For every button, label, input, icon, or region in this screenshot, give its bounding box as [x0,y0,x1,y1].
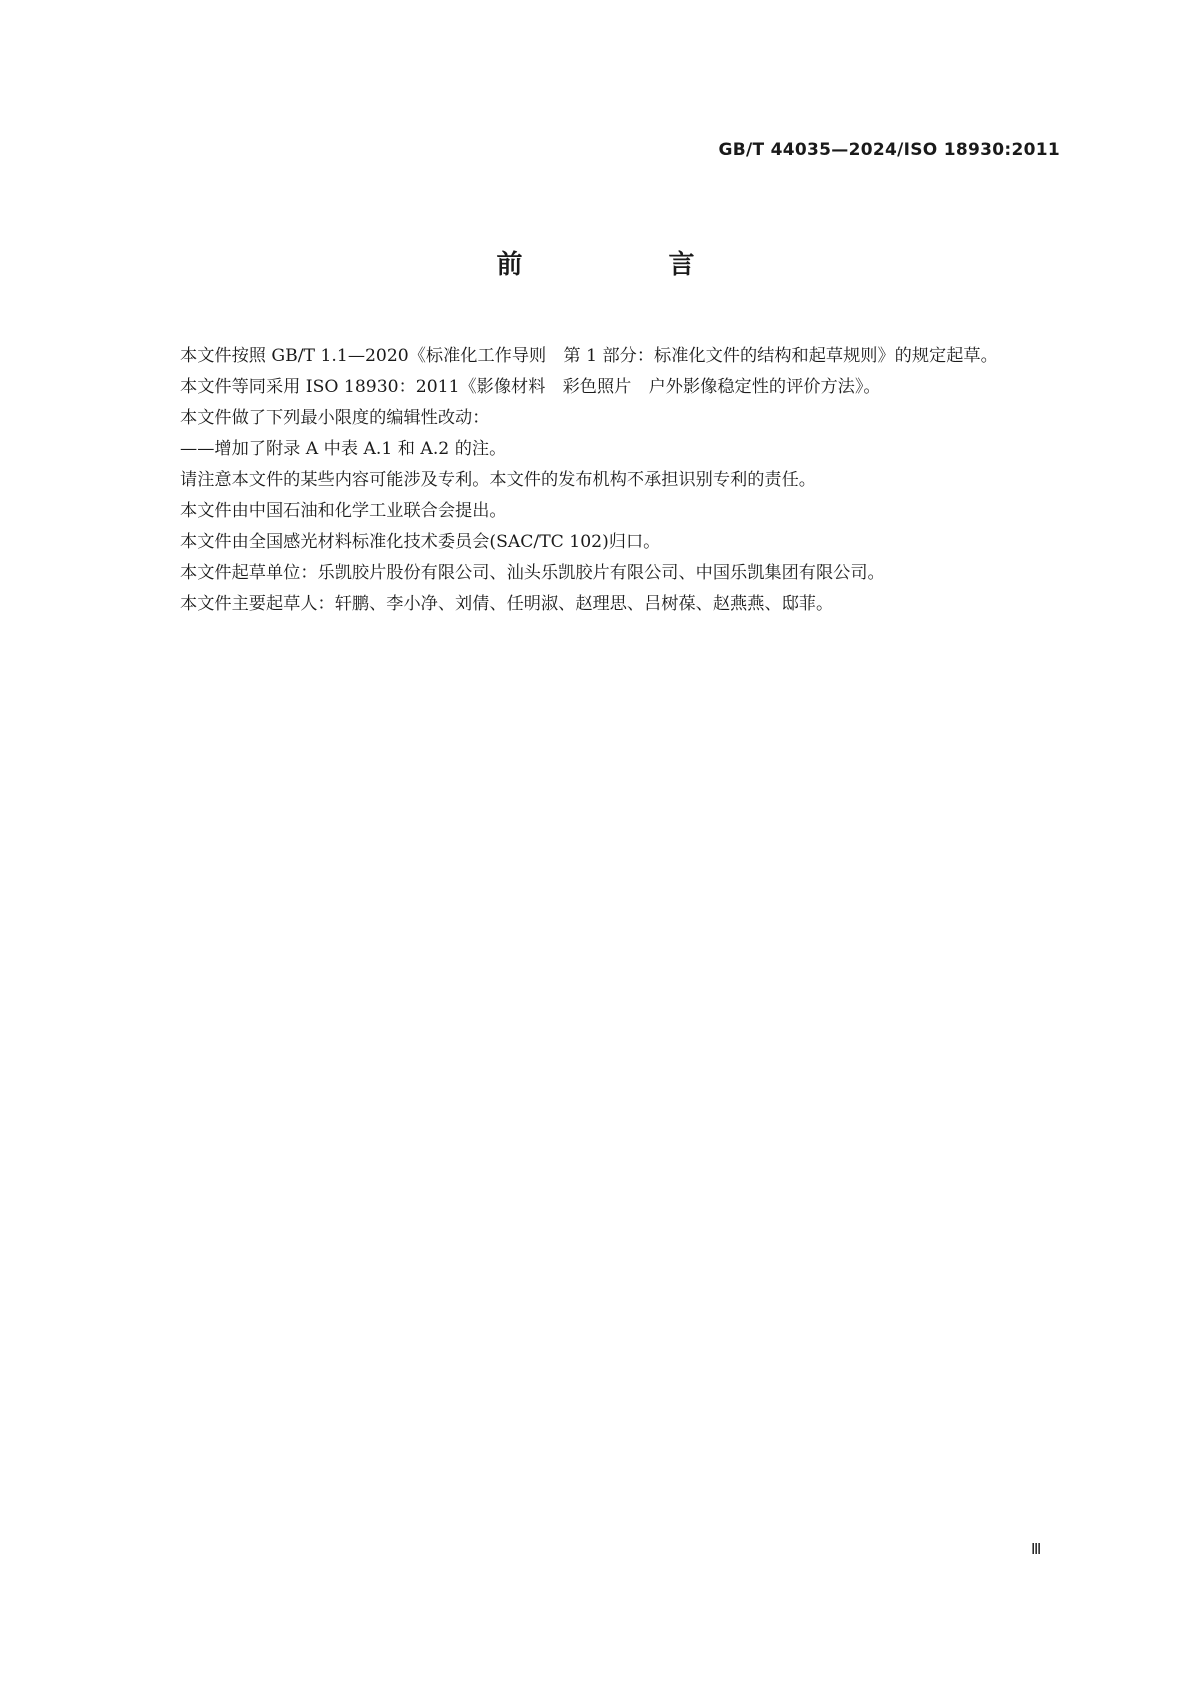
paragraph-proposer: 本文件由中国石油和化学工业联合会提出。 [180,501,507,521]
paragraph-change-item: ——增加了附录 A 中表 A.1 和 A.2 的注。 [180,439,507,459]
paragraph-identical-adoption: 本文件等同采用 ISO 18930：2011《影像材料 彩色照片 户外影像稳定性的评价方法》。 [180,377,881,397]
paragraph-editorial-changes: 本文件做了下列最小限度的编辑性改动： [180,408,490,428]
page-title: 前 言 [496,250,755,280]
standard-code-header: GB/T 44035—2024/ISO 18930:2011 [718,140,1060,160]
page-number: Ⅲ [1031,1542,1042,1558]
paragraph-drafting-rules: 本文件按照 GB/T 1.1—2020《标准化工作导则 第 1 部分：标准化文件的结构和起草规则》的规定起草。 [180,346,998,366]
foreword-body [144,341,1069,620]
paragraph-technical-committee: 本文件由全国感光材料标准化技术委员会(SAC/TC 102)归口。 [180,532,661,552]
paragraph-drafting-organizations: 本文件起草单位：乐凯胶片股份有限公司、汕头乐凯胶片有限公司、中国乐凯集团有限公司。 [180,563,885,583]
paragraph-drafters: 本文件主要起草人：轩鹏、李小净、刘倩、任明淑、赵理思、吕树葆、赵燕燕、邸菲。 [180,594,834,614]
paragraph-patent-notice: 请注意本文件的某些内容可能涉及专利。本文件的发布机构不承担识别专利的责任。 [180,470,816,490]
